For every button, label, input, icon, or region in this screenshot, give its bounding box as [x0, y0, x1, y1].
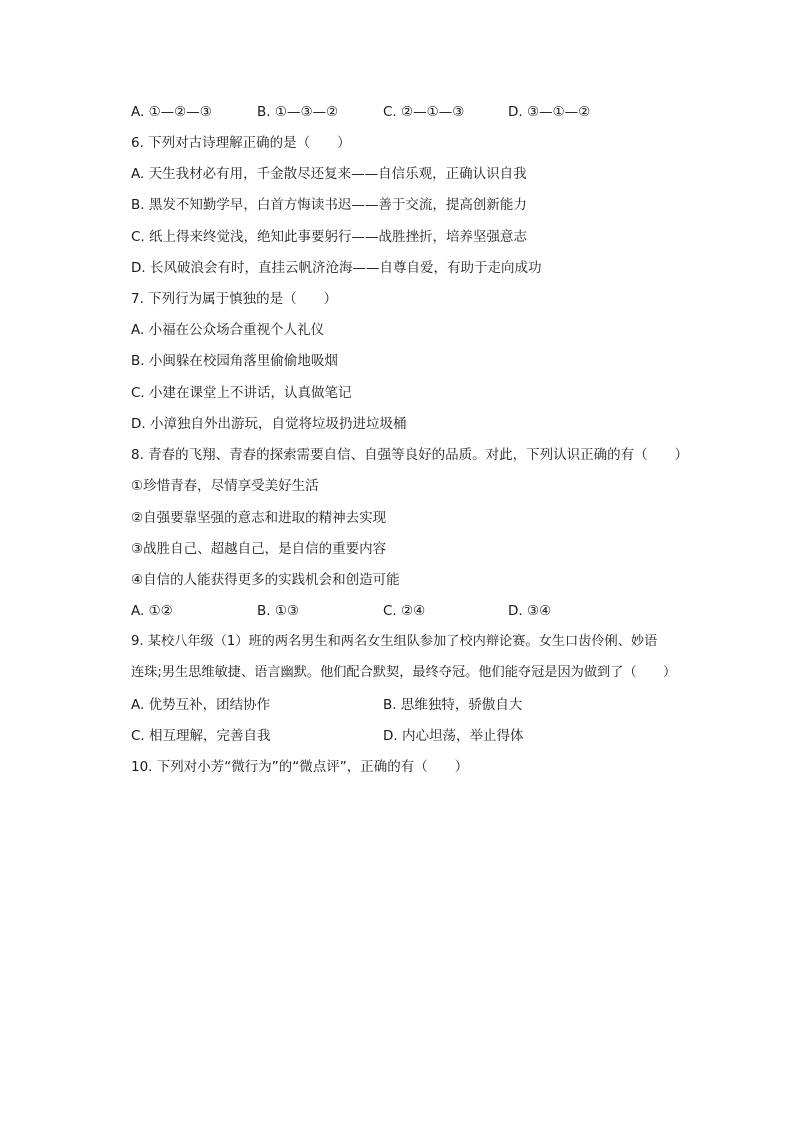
q5-option-b: B. ①—③—②	[257, 104, 339, 120]
question-stem-line-2: 连珠;男生思维敏捷、语言幽默。他们配合默契，最终夺冠。他们能夺冠是因为做到了（ ）	[131, 665, 677, 680]
q8-statement-3: ③战胜自己、超越自己，是自信的重要内容	[131, 541, 387, 557]
q9-option-c: C. 相互理解，完善自我	[131, 728, 271, 744]
q6-option-a: A. 天生我材必有用，千金散尽还复来——自信乐观，正确认识自我	[131, 166, 527, 182]
q8-statement-4: ④自信的人能获得更多的实践机会和创造可能	[131, 572, 400, 588]
q7-option-b: B. 小闽躲在校园角落里偷偷地吸烟	[131, 353, 338, 369]
q8-statement-2: ②自强要靠坚强的意志和进取的精神去实现	[131, 510, 387, 526]
q6-option-d: D. 长风破浪会有时，直挂云帆济沧海——自尊自爱，有助于走向成功	[131, 260, 542, 276]
question-stem: 10. 下列对小芳“微行为”的“微点评”，正确的有（ ）	[131, 759, 469, 775]
q8-option-a: A. ①②	[131, 603, 173, 619]
q7-option-a: A. 小福在公众场合重视个人礼仪	[131, 322, 325, 338]
q5-option-d: D. ③—①—②	[508, 104, 591, 120]
question-stem-line-1: 9. 某校八年级（1）班的两名男生和两名女生组队参加了校内辩论赛。女生口齿伶俐、妙语	[131, 634, 658, 649]
q8-option-b: B. ①③	[257, 603, 300, 619]
q9-option-b: B. 思维独特，骄傲自大	[383, 697, 523, 713]
q5-option-a: A. ①—②—③	[131, 104, 212, 120]
q5-option-c: C. ②—①—③	[383, 104, 465, 120]
q8-option-c: C. ②④	[383, 603, 426, 619]
q6-option-b: B. 黑发不知勤学早，白首方悔读书迟——善于交流，提高创新能力	[131, 197, 527, 213]
q8-statement-1: ①珍惜青春，尽情享受美好生活	[131, 478, 319, 494]
q8-option-d: D. ③④	[508, 603, 552, 619]
q7-option-c: C. 小建在课堂上不讲话，认真做笔记	[131, 385, 352, 401]
q6-option-c: C. 纸上得来终觉浅，绝知此事要躬行——战胜挫折，培养坚强意志	[131, 229, 528, 245]
q7-option-d: D. 小漳独自外出游玩，自觉将垃圾扔进垃圾桶	[131, 416, 407, 432]
question-stem: 6. 下列对古诗理解正确的是（ ）	[131, 135, 351, 151]
q9-option-d: D. 内心坦荡，举止得体	[383, 728, 524, 744]
q9-option-a: A. 优势互补，团结协作	[131, 697, 271, 713]
question-stem: 7. 下列行为属于慎独的是（ ）	[131, 291, 338, 307]
question-stem: 8. 青春的飞翔、青春的探索需要自信、自强等良好的品质。对此，下列认识正确的有（ ）	[131, 447, 689, 463]
